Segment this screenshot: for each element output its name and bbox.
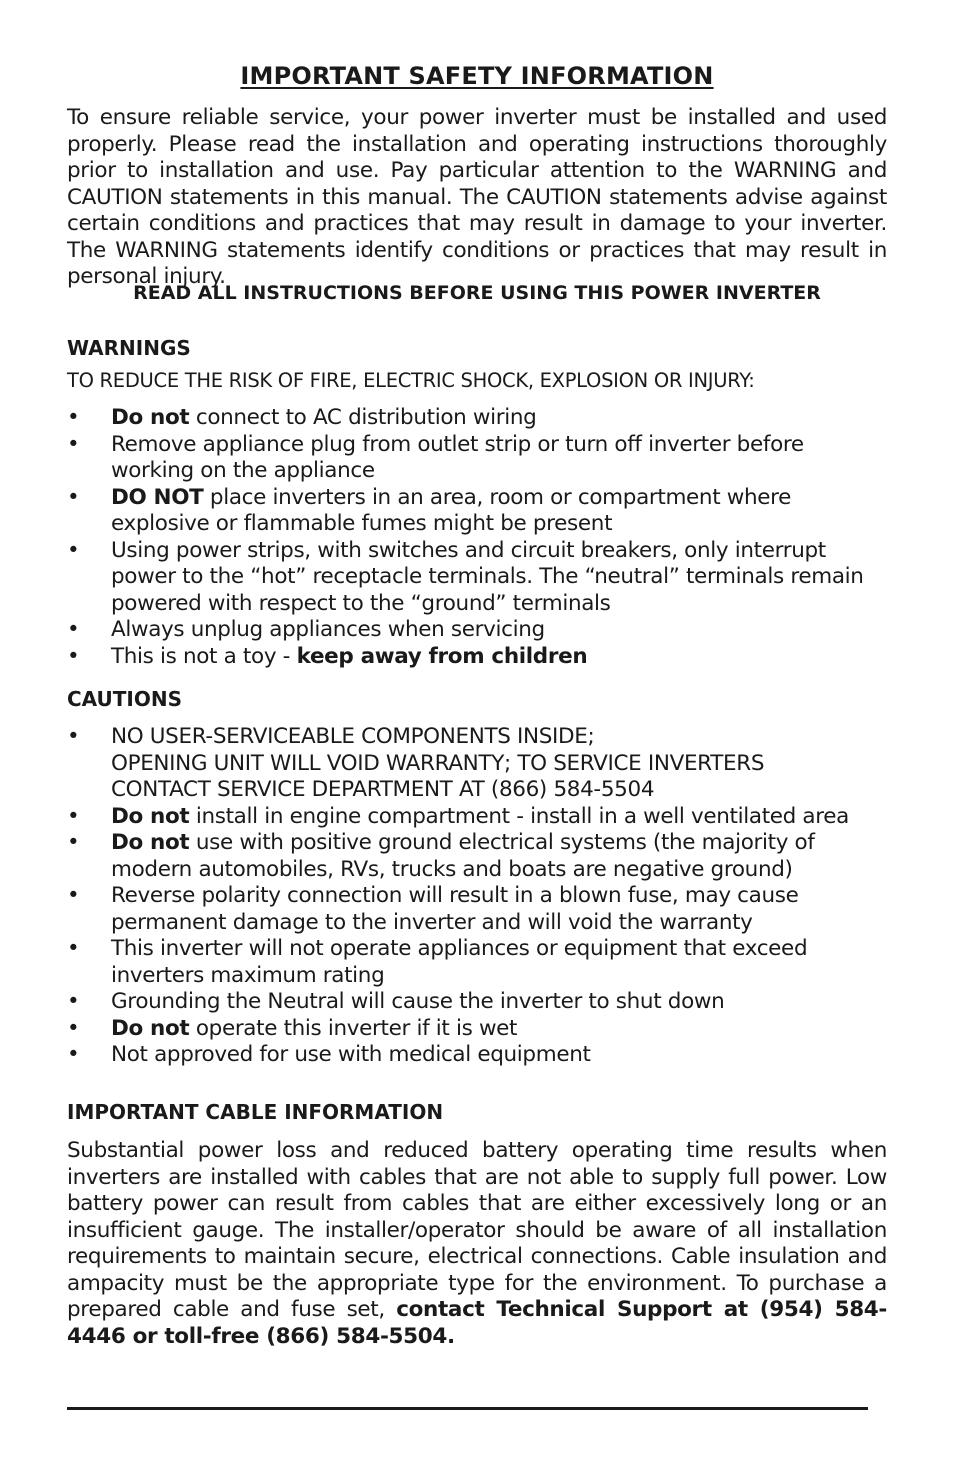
item-text: modern automobiles, RVs, trucks and boats are negative ground) bbox=[111, 856, 793, 882]
item-text: permanent damage to the inverter and will void the warranty bbox=[111, 909, 753, 935]
emphasis-text: Do not bbox=[111, 830, 190, 855]
item-text: • Remove appliance plug from outlet strip or turn off inverter before bbox=[111, 431, 804, 457]
item-text: operate this inverter if it is wet bbox=[189, 1015, 518, 1041]
list-item bbox=[67, 804, 887, 831]
list-item bbox=[67, 830, 887, 883]
list-item bbox=[67, 485, 887, 538]
emphasis-text: keep away from children bbox=[296, 643, 588, 669]
list-item bbox=[67, 538, 887, 618]
list-item bbox=[67, 989, 887, 1016]
cable-heading: IMPORTANT CABLE INFORMATION bbox=[67, 1100, 444, 1124]
list-item bbox=[67, 617, 887, 644]
item-text: • Always unplug appliances when servicing bbox=[111, 617, 545, 642]
item-text: • Reverse polarity connection will result in a blown fuse, may cause bbox=[111, 883, 799, 908]
emphasis-text: Do not bbox=[111, 405, 190, 430]
cable-paragraph bbox=[67, 1138, 887, 1350]
item-text: • NO USER-SERVICEABLE COMPONENTS INSIDE; bbox=[111, 724, 595, 749]
item-text: install in engine compartment - install in a well ventilated area bbox=[189, 803, 849, 829]
item-text: CONTACT SERVICE DEPARTMENT AT (866) 584-5504 bbox=[111, 777, 655, 802]
cautions-list bbox=[67, 724, 887, 1069]
read-all-notice: READ ALL INSTRUCTIONS BEFORE USING THIS POWER INVERTER bbox=[133, 282, 821, 304]
warnings-list bbox=[67, 405, 887, 670]
emphasis-text: Do not bbox=[111, 803, 190, 829]
page-title: IMPORTANT SAFETY INFORMATION bbox=[240, 62, 714, 90]
item-text: • Using power strips, with switches and circuit breakers, only interrupt bbox=[111, 537, 826, 563]
item-text: OPENING UNIT WILL VOID WARRANTY; TO SERVICE INVERTERS bbox=[111, 750, 765, 776]
item-text: This is not a toy - bbox=[111, 643, 297, 669]
list-item bbox=[67, 724, 887, 804]
item-text: connect to AC distribution wiring bbox=[189, 405, 537, 430]
emphasis-text: DO NOT bbox=[111, 484, 204, 510]
item-text: place inverters in an area, room or compartment where bbox=[203, 484, 792, 510]
list-item bbox=[67, 1042, 887, 1069]
warnings-subheading: TO REDUCE THE RISK OF FIRE, ELECTRIC SHOCK, EXPLOSION OR INJURY: bbox=[67, 369, 755, 392]
intro-paragraph: To ensure reliable service, your power inverter must be installed and used properly. Please read the installation and operating instructions thoroughly prior to installation and use. Pay particular attention to the WARNING and CAUTION statements in this manual. The CAUTION statements advise against certain conditions and practices that may result in damage to your inverter. The WARNING statements identify conditions or practices that may result in personal injury. bbox=[67, 105, 887, 289]
list-item bbox=[67, 405, 887, 432]
item-text: use with positive ground electrical systems (the majority of bbox=[189, 830, 815, 855]
item-text: powered with respect to the “ground” terminals bbox=[111, 590, 611, 616]
item-text: working on the appliance bbox=[111, 458, 375, 483]
item-text: explosive or flammable fumes might be present bbox=[111, 511, 613, 536]
list-item bbox=[67, 883, 887, 936]
item-text: power to the “hot” receptacle terminals. The “neutral” terminals remain bbox=[111, 564, 864, 589]
item-text: • This inverter will not operate appliances or equipment that exceed bbox=[111, 936, 808, 961]
item-text: inverters maximum rating bbox=[111, 962, 385, 988]
list-item bbox=[67, 936, 887, 989]
cautions-heading: CAUTIONS bbox=[67, 687, 183, 711]
list-item bbox=[67, 1016, 887, 1043]
footer-rule bbox=[67, 1407, 868, 1410]
list-item bbox=[67, 432, 887, 485]
cable-text: Substantial power loss and reduced battery operating time results when inverters are installed with cables that are not able to supply full power. Low battery power can result from cables that are either excessively long or an insufficient gauge. The installer/operator should be aware of all installation requirements to maintain secure, electrical connections. Cable insulation and ampacity must be the appropriate type for the environment. To purchase a prepared cable and fuse set, bbox=[67, 1138, 887, 1322]
warnings-heading: WARNINGS bbox=[67, 336, 191, 360]
support-contact: contact Technical Support at (954) 584-4446 or toll-free (866) 584-5504. bbox=[67, 1297, 887, 1349]
emphasis-text: Do not bbox=[111, 1015, 190, 1041]
item-text: • Grounding the Neutral will cause the inverter to shut down bbox=[111, 989, 725, 1014]
list-item bbox=[67, 644, 887, 671]
item-text: • Not approved for use with medical equipment bbox=[111, 1042, 591, 1067]
